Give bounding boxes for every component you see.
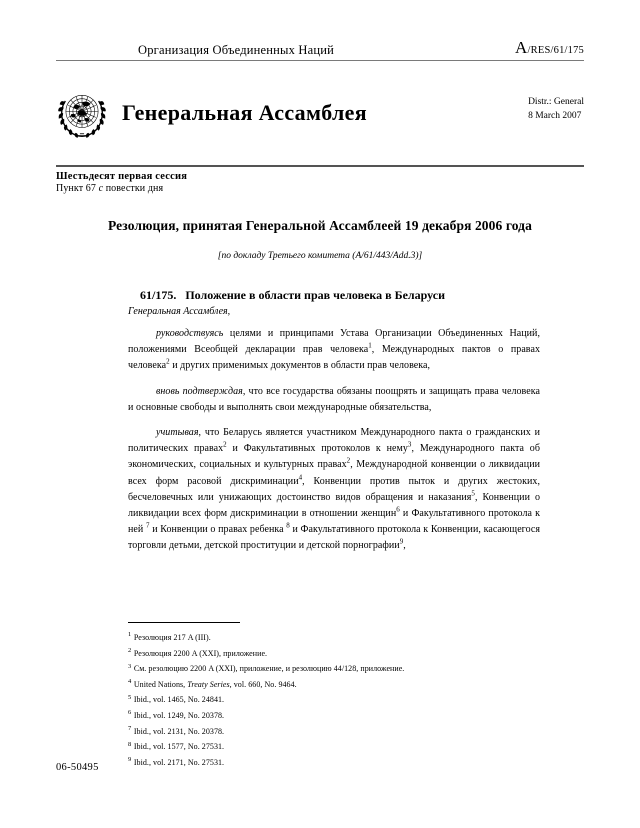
footnote-text: Ibid., vol. 1577, No. 27531. <box>133 742 225 752</box>
masthead <box>56 38 584 61</box>
preambular-text-3i: и Факультативного протокола к Конвенции, касающегося торговли детьми, детской проституции и детской порнографии <box>128 524 541 552</box>
resolution-number: 61/175. <box>140 288 177 302</box>
footnotes-section <box>128 622 540 770</box>
footnote-marker: 4 <box>128 678 132 686</box>
footnote-marker: 2 <box>128 646 132 654</box>
footnote-ref-3i: 9 <box>399 537 404 546</box>
agenda-item-letter: с <box>98 183 104 194</box>
session-block <box>56 165 584 194</box>
preambular-text-3c: , Международного пакта об экономических, социальных и культурных правах <box>128 443 540 471</box>
body-name-title: Генеральная Ассамблея <box>122 100 367 125</box>
footnote-ref-3b: 3 <box>407 440 412 449</box>
footnote-item <box>128 677 540 693</box>
preambular-text-3a: , что Беларусь является участником Международного пакта о гражданских и политических правах <box>128 426 540 455</box>
footnote-ref-3d: 4 <box>298 473 303 482</box>
footnote-text-italic: Treaty Series <box>187 679 230 689</box>
un-emblem-icon <box>56 88 108 140</box>
footnote-text: Ibid., vol. 1249, No. 20378. <box>133 710 225 720</box>
footnote-item <box>128 724 540 740</box>
preambular-lead-3: учитывая <box>156 426 199 438</box>
footnote-marker: 9 <box>128 756 132 764</box>
footnote-text-after: , vol. 660, No. 9464. <box>229 679 297 689</box>
session-rule <box>56 165 584 167</box>
preambular-lead-2: вновь подтверждая <box>156 385 243 397</box>
footnote-list <box>128 630 540 770</box>
footnote-text: См. резолюцию 2200 A (XXI), приложение, и резолюцию 44/128, приложение. <box>133 664 405 674</box>
preambular-text-1c: и других применимых документов в области прав человека, <box>169 360 431 372</box>
resolution-title: Резолюция, принятая Генеральной Ассамблеей 19 декабря 2006 года <box>108 218 532 233</box>
footnote-ref-3h: 8 <box>286 521 290 530</box>
preambular-text-3h: и Конвенции о правах ребенка <box>149 524 287 536</box>
footnote-ref-3a: 2 <box>223 440 227 449</box>
agenda-item-prefix: Пункт 67 <box>56 183 99 194</box>
resolution-source: [по докладу Третьего комитета (A/61/443/Add.3)] <box>217 251 423 261</box>
footnote-marker: 7 <box>128 724 132 732</box>
footnote-text: Ibid., vol. 2131, No. 20378. <box>133 726 225 736</box>
footnote-ref-3g: 7 <box>145 521 150 530</box>
footnote-marker: 5 <box>128 693 132 701</box>
preambular-text-3b: и Факультативных протоколов к нему <box>226 443 408 455</box>
job-number: 06-50495 <box>56 762 99 773</box>
preambular-text-1a: целями и принципами Устава Организации Объединенных Наций, положениями Всеобщей декларации прав человека <box>128 328 540 356</box>
distribution-type: Distr.: General <box>528 97 584 107</box>
adopting-organ: Генеральная Ассамблея, <box>128 306 231 317</box>
preambular-text-3f: , Конвенции о ликвидации всех форм дискриминации в отношении женщин <box>128 491 541 519</box>
footnote-item <box>128 708 540 724</box>
footnote-text: Резолюция 2200 A (XXI), приложение. <box>133 648 268 658</box>
footnote-text: Резолюция 217 A (III). <box>133 633 211 642</box>
footnote-text: Ibid., vol. 1465, No. 24841. <box>133 695 225 705</box>
resolution-header <box>56 218 584 261</box>
preambular-text-3e: , Конвенции против пыток и других жестоких, бесчеловечных или унижающих достоинство видов обращения и наказания <box>128 475 540 503</box>
footnote-ref-1: 1 <box>368 341 372 350</box>
resolution-body <box>128 306 540 563</box>
preambular-text-3g: и Факультативного протокола к ней <box>128 507 541 536</box>
footnote-ref-3f: 6 <box>396 505 400 514</box>
agenda-item-suffix: повестки дня <box>103 183 164 194</box>
footnote-marker: 1 <box>128 631 132 639</box>
footnote-item <box>128 739 540 755</box>
footnote-text-before: United Nations, <box>133 679 188 689</box>
distribution-block <box>528 88 584 124</box>
document-symbol <box>515 38 584 58</box>
preambular-paragraph-3 <box>128 425 540 555</box>
emblem-and-title <box>56 88 367 140</box>
preambular-paragraph-2 <box>128 384 540 416</box>
document-symbol-rest: /RES/61/175 <box>527 45 584 56</box>
general-assembly-block <box>56 88 584 140</box>
masthead-rule <box>56 60 584 61</box>
session-title: Шестьдесят первая сессия <box>56 171 188 182</box>
footnote-ref-3e: 5 <box>471 489 475 498</box>
footnote-ref-2: 2 <box>166 358 170 367</box>
resolution-subject: Положение в области прав человека в Беларуси <box>185 288 446 302</box>
resolution-subject-heading <box>140 288 584 303</box>
footnote-marker: 8 <box>128 740 132 748</box>
footnote-item <box>128 692 540 708</box>
document-date: 8 March 2007 <box>528 110 582 121</box>
organization-name: Организация Объединенных Наций <box>138 43 335 57</box>
footnote-separator-rule <box>128 622 240 623</box>
document-symbol-initial: A <box>515 38 528 57</box>
preambular-paragraph-1 <box>128 326 540 375</box>
footnote-item <box>128 646 540 662</box>
agenda-item <box>56 183 584 194</box>
preambular-text-2a: , что все государства обязаны поощрять и защищать права человека и основные свободы и выполнять свои международные обязательства, <box>128 385 540 413</box>
preambular-lead-1: руководствуясь <box>156 328 224 339</box>
footnote-item <box>128 630 540 646</box>
footnote-text: Ibid., vol. 2171, No. 27531. <box>133 757 225 767</box>
masthead-row <box>56 38 584 58</box>
footnote-item <box>128 755 540 771</box>
footnote-ref-3c: 2 <box>346 456 351 465</box>
footnote-item <box>128 661 540 677</box>
preambular-text-3d: , Международной конвенции о ликвидации всех форм расовой дискриминации <box>128 459 540 487</box>
preambular-text-1b: , Международных пактов о правах человека <box>128 344 540 372</box>
footnote-marker: 3 <box>128 662 132 670</box>
footnote-marker: 6 <box>128 709 132 717</box>
preambular-text-3j: , <box>403 540 406 552</box>
